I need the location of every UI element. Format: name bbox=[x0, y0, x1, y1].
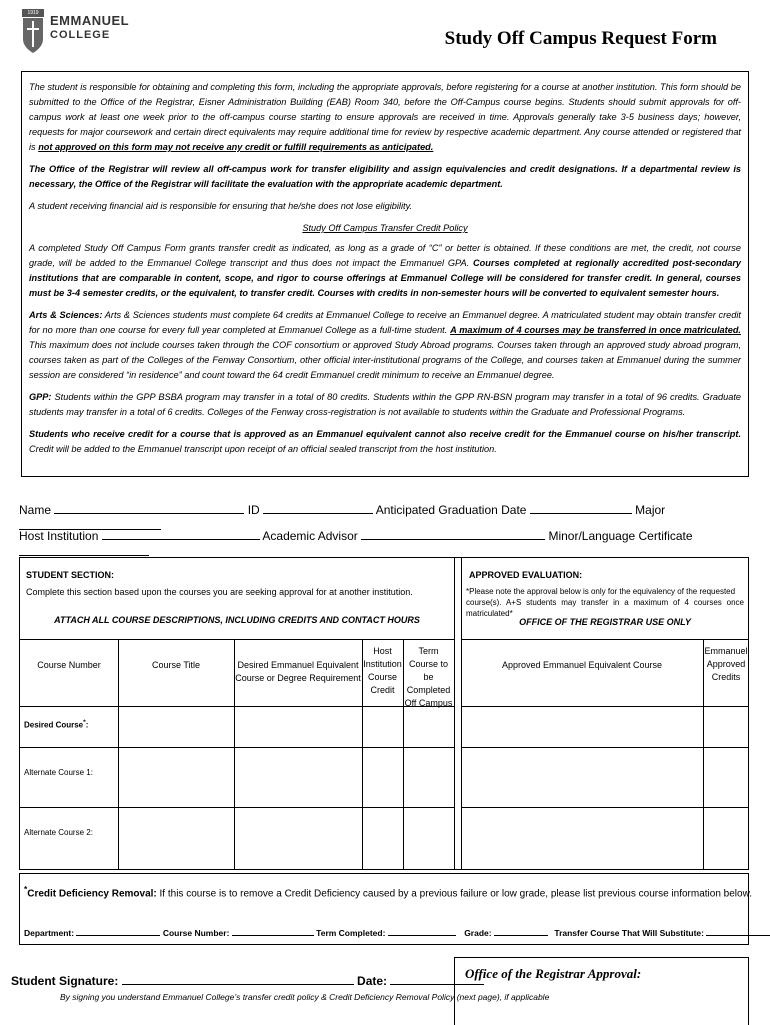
transfer-course-label: Transfer Course That Will Substitute: bbox=[554, 928, 704, 938]
college-logo bbox=[50, 14, 129, 42]
instructions-box bbox=[21, 71, 749, 477]
row-alternate-1: Alternate Course 1: bbox=[24, 768, 93, 777]
department-field[interactable] bbox=[76, 926, 160, 936]
row-line bbox=[19, 706, 455, 707]
col-desired-equivalent bbox=[234, 659, 362, 685]
intro-paragraph: The student is responsible for obtaining and completing this form, including the appropriate approvals, before registering for a course at another institution. This form should be submitted to the Office of the Registrar, Eisner Administration Building (EAB) Room 340, before the Off-Campus course begins. Students should submit approvals for off-campus work at least one week prior to the off-campus course starting to ensure approvals are received in time. Approvals generally take 3-5 business days; however, requests for major coursework and certain direct equivalents may require additional time for review by respective academic department. Any course attended or registered that is not approved on this form may not receive any credit or fulfill requirements as anticipated. bbox=[29, 82, 741, 152]
minor-label: Minor/Language Certificate bbox=[548, 529, 693, 543]
registrar-review-paragraph: The Office of the Registrar will review all off-campus work for transfer eligibility and assign equivalencies and credit designations. If a departmental review is necessary, the Office of the Registrar will facilitate the evaluation with the appropriate academic department. bbox=[29, 164, 741, 189]
course-number-field[interactable] bbox=[232, 926, 314, 936]
row-line bbox=[461, 639, 749, 640]
registrar-use-only: OFFICE OF THE REGISTRAR USE ONLY bbox=[519, 617, 691, 627]
col-host-line3: Course bbox=[367, 672, 397, 682]
id-label: ID bbox=[247, 503, 260, 517]
course-number-label: Course Number: bbox=[162, 928, 230, 938]
row-line bbox=[19, 747, 455, 748]
signature-field[interactable] bbox=[122, 972, 354, 985]
row-line bbox=[19, 639, 455, 640]
row-desired-course: Desired Course*: bbox=[24, 719, 89, 730]
logo-line2: COLLEGE bbox=[50, 29, 111, 41]
transfer-course-field[interactable] bbox=[706, 926, 770, 936]
col-desired-line1: Desired Emmanuel Equivalent bbox=[237, 660, 359, 670]
name-label: Name bbox=[19, 503, 52, 517]
col-host-line4: Credit bbox=[370, 685, 395, 695]
col-host-credit bbox=[362, 645, 403, 697]
credit-deficiency-text: *Credit Deficiency Removal: If this course is to remove a Credit Deficiency caused by a previous failure or low grade, please list previous course information below. bbox=[24, 884, 753, 900]
approved-note-line2: course(s). A+S students may transfer in a maximum of 4 courses once matriculated* bbox=[466, 598, 744, 618]
approved-note bbox=[466, 586, 744, 619]
equivalent-paragraph: Students who receive credit for a course that is approved as an Emmanuel equivalent cannot also receive credit for the Emmanuel course on his/her transcript. Credit will be added to the Emmanuel transcript upon receipt of an official sealed transcript from the host institution. bbox=[29, 429, 741, 454]
student-section-title: STUDENT SECTION: bbox=[26, 570, 115, 580]
col-host-line1: Host bbox=[373, 646, 392, 656]
policy-title: Study Off Campus Transfer Credit Policy bbox=[302, 223, 468, 233]
host-label: Host Institution bbox=[19, 529, 99, 543]
row-line bbox=[461, 706, 749, 707]
approved-title: APPROVED EVALUATION: bbox=[469, 570, 583, 580]
col-term bbox=[403, 645, 454, 710]
id-field[interactable] bbox=[263, 501, 373, 514]
row-line bbox=[461, 807, 749, 808]
row-alternate-2: Alternate Course 2: bbox=[24, 828, 93, 837]
row-line bbox=[19, 807, 455, 808]
logo-year: 1919 bbox=[27, 10, 39, 16]
signature-note: By signing you understand Emmanuel College’s transfer credit policy & Credit Deficiency Removal Policy (next page), if applicable bbox=[60, 992, 550, 1002]
logo-line1: EMMANUEL bbox=[50, 13, 130, 28]
advisor-field[interactable] bbox=[361, 527, 545, 540]
grad-date-label: Anticipated Graduation Date bbox=[375, 503, 527, 517]
col-desired-line2: Course or Degree Requirement bbox=[235, 673, 361, 683]
form-title: Study Off Campus Request Form bbox=[444, 28, 717, 49]
name-field[interactable] bbox=[54, 501, 244, 514]
attach-notice: ATTACH ALL COURSE DESCRIPTIONS, INCLUDING CREDITS AND CONTACT HOURS bbox=[54, 615, 420, 625]
warning-text: not approved on this form may not receive any credit or fulfill requirements as anticipated. bbox=[38, 142, 434, 152]
advisor-label: Academic Advisor bbox=[262, 529, 358, 543]
col-term-line1: Term Course to bbox=[408, 646, 449, 669]
department-label: Department: bbox=[24, 928, 75, 938]
gpp-paragraph: GPP: Students within the GPP BSBA program may transfer in a total of 80 credits. Students within the GPP RN-BSN program may transfer in a total of 96 credits. Graduate students may transfer in a total of 6 credits. Colleges of the Fenway cross-registration is not available to students within the Graduate and Professional Programs. bbox=[29, 392, 741, 417]
credit-deficiency-fields bbox=[24, 926, 770, 940]
col-approved-credits bbox=[703, 645, 749, 684]
col-approved-equivalent: Approved Emmanuel Equivalent Course bbox=[501, 660, 663, 670]
student-instruction: Complete this section based upon the courses you are seeking approval for at another institution. bbox=[26, 587, 413, 597]
term-completed-field[interactable] bbox=[388, 926, 456, 936]
registrar-approval-label: Office of the Registrar Approval: bbox=[465, 966, 642, 981]
row-line bbox=[461, 747, 749, 748]
col-course-number: Course Number bbox=[37, 660, 101, 670]
policy-paragraph: A completed Study Off Campus Form grants transfer credit as indicated, as long as a grade of “C” or better is obtained. If these conditions are met, the credit, not course grade, will be added to the Emmanuel College transcript and thus does not impact the Emmanuel GPA. Courses completed at regionally accredited post-secondary institutions that are comparable in content, scope, and rigor to course offerings at Emmanuel College will be considered for transfer credit. In general, courses must be 3-4 semester credits, or the equivalent, to transfer credit. Courses with credits in non-semester hours will be converted to equivalent semester hours. bbox=[29, 243, 741, 298]
grade-field[interactable] bbox=[494, 926, 548, 936]
col-credits-line2: Approved bbox=[706, 659, 746, 669]
financial-aid-paragraph: A student receiving financial aid is responsible for ensuring that he/she does not lose eligibility. bbox=[29, 201, 413, 211]
major-label: Major bbox=[635, 503, 666, 517]
table-divider bbox=[461, 557, 462, 870]
signature-row bbox=[11, 972, 484, 988]
signature-label: Student Signature: bbox=[11, 974, 119, 988]
date-label: Date: bbox=[357, 974, 388, 988]
arts-sciences-paragraph: Arts & Sciences: Arts & Sciences students must complete 64 credits at Emmanuel College to receive an Emmanuel degree. A matriculated student may obtain transfer credit for no more than one course for every full year completed at Emmanuel College as a full-time student. A maximum of 4 courses may be transferred in once matriculated. This maximum does not include courses taken through the COF consortium or approved Study Abroad programs. Courses taken through an approved study abroad program, courses taken as part of the Colleges of the Fenway Consortium, other official inter-institutional programs of the College, and courses taken at Emmanuel during the summer session are considered “in residence” and count toward the 64 credit Emmanuel credit minimum to receive an Emmanuel degree. bbox=[29, 310, 741, 380]
col-credits-line1: Emmanuel bbox=[704, 646, 748, 656]
fields-row-2 bbox=[19, 527, 770, 559]
col-course-title: Course Title bbox=[151, 660, 201, 670]
term-completed-label: Term Completed: bbox=[316, 928, 386, 938]
approved-note-line1: *Please note the approval below is only for the equivalency of the requested bbox=[466, 587, 736, 596]
host-field[interactable] bbox=[102, 527, 260, 540]
col-term-line3: Off Campus bbox=[404, 698, 453, 708]
grad-date-field[interactable] bbox=[530, 501, 632, 514]
col-host-line2: Institution bbox=[363, 659, 402, 669]
minor-field[interactable] bbox=[19, 543, 149, 556]
grade-label: Grade: bbox=[464, 928, 492, 938]
col-credits-line3: Credits bbox=[711, 672, 741, 682]
col-term-line2: be Completed bbox=[406, 672, 451, 695]
table-divider bbox=[454, 557, 455, 870]
col-line bbox=[118, 639, 119, 870]
